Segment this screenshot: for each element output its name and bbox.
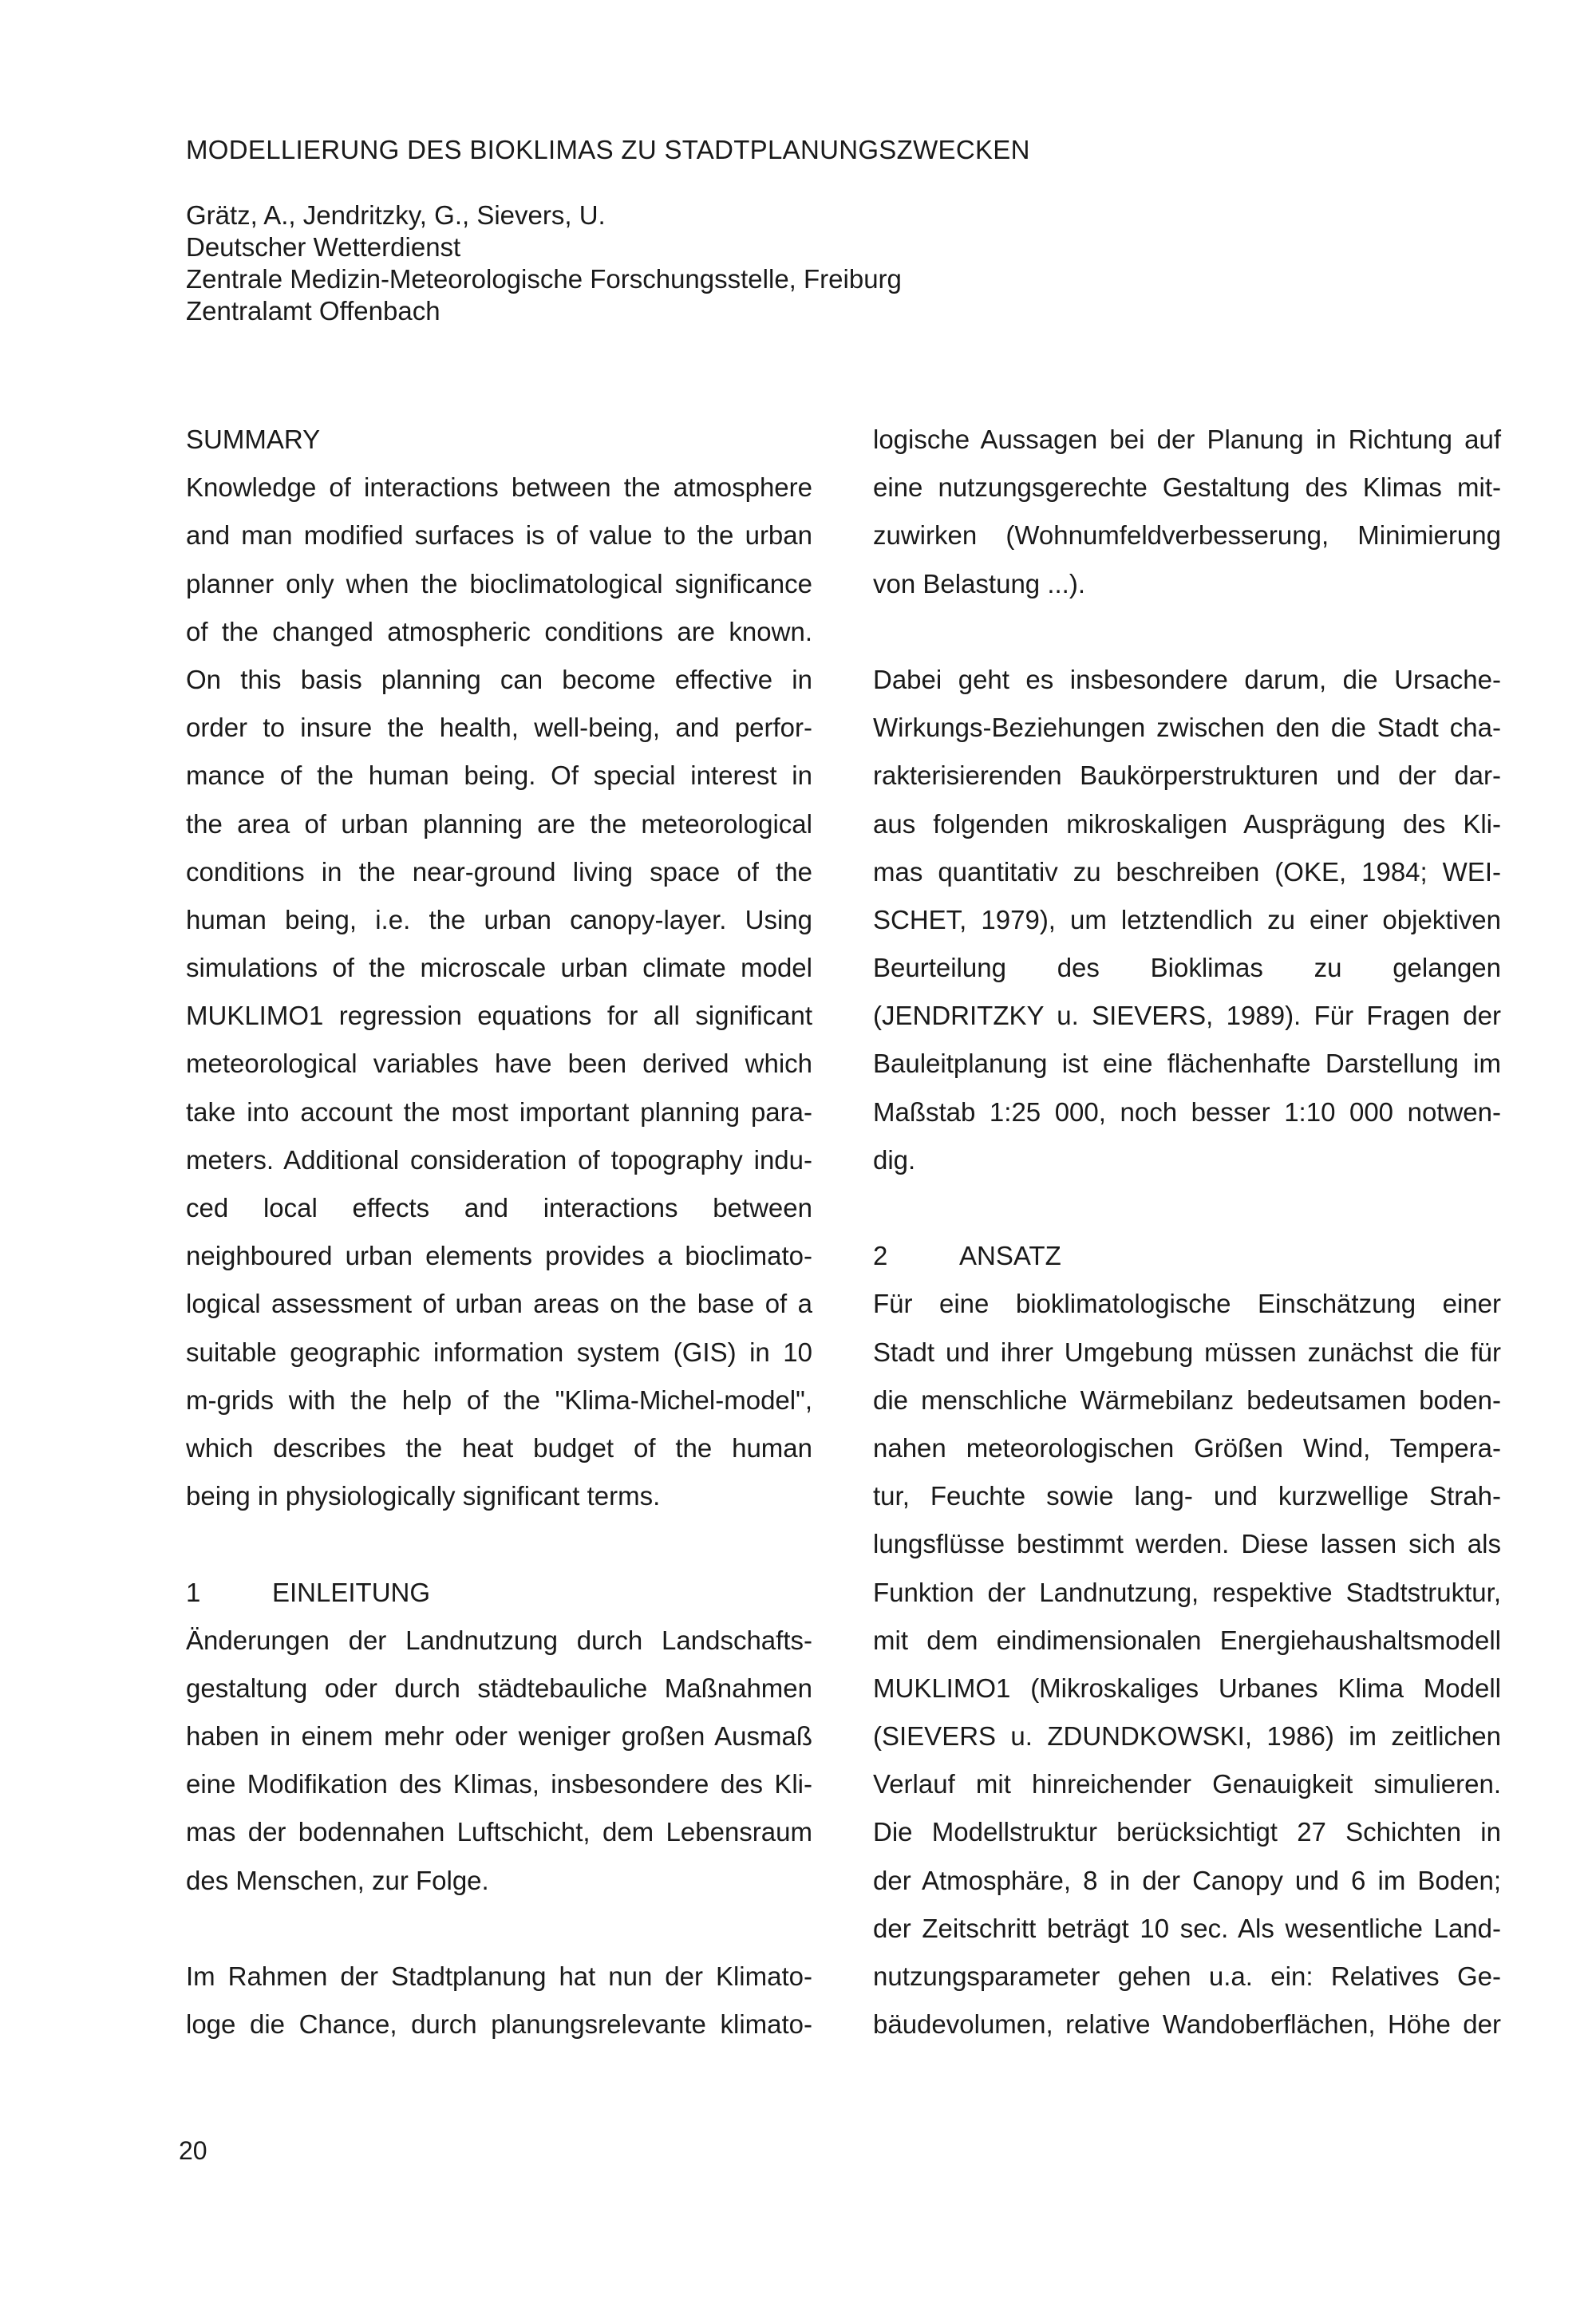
text-line: eine nutzungsgerechte Gestaltung des Klimas mit- xyxy=(873,472,1501,503)
text-line: Verlauf mit hinreichender Genauigkeit simulieren. xyxy=(873,1769,1501,1799)
text-line: Beurteilung des Bioklimas zu gelangen xyxy=(873,953,1501,983)
authors-line: Grätz, A., Jendritzky, G., Sievers, U. xyxy=(186,200,606,230)
text-line: conditions in the near-ground living space of the xyxy=(186,856,812,887)
page-number: 20 xyxy=(179,2136,207,2165)
text-line: aus folgenden mikroskaligen Ausprägung des Kli- xyxy=(873,808,1501,839)
text-line: m-grids with the help of the "Klima-Michel-model", xyxy=(186,1385,812,1415)
section-title: ANSATZ xyxy=(959,1241,1061,1271)
text-line: eine Modifikation des Klimas, insbesondere des Kli- xyxy=(186,1769,812,1799)
text-line: Funktion der Landnutzung, respektive Stadtstruktur, xyxy=(873,1577,1501,1607)
section-number: 2 xyxy=(873,1241,888,1271)
blank-line xyxy=(186,1905,812,1953)
text-line: mit dem eindimensionalen Energiehaushaltsmodell xyxy=(873,1625,1501,1655)
text-line: mas quantitativ zu beschreiben (OKE, 1984; WEI- xyxy=(873,856,1501,887)
text-line: Die Modellstruktur berücksichtigt 27 Schichten in xyxy=(873,1817,1501,1847)
text-line: ced local effects and interactions between xyxy=(186,1193,812,1223)
text-line: der Atmosphäre, 8 in der Canopy und 6 im Boden; xyxy=(873,1865,1501,1895)
text-line: nahen meteorologischen Größen Wind, Tempera- xyxy=(873,1432,1501,1463)
text-line: haben in einem mehr oder weniger großen Ausmaß xyxy=(186,1721,812,1752)
text-line: Änderungen der Landnutzung durch Landschafts- xyxy=(186,1625,812,1655)
text-line: and man modified surfaces is of value to the urban xyxy=(186,520,812,551)
text-line: Bauleitplanung ist eine flächenhafte Darstellung im xyxy=(873,1049,1501,1079)
text-line: mance of the human being. Of special interest in xyxy=(186,760,812,791)
text-line: nutzungsparameter gehen u.a. ein: Relatives Ge- xyxy=(873,1961,1501,1991)
text-line: Knowledge of interactions between the atmosphere xyxy=(186,472,812,503)
author-block xyxy=(186,199,902,327)
text-line: MUKLIMO1 regression equations for all significant xyxy=(186,1001,812,1031)
section-title: EINLEITUNG xyxy=(272,1577,431,1607)
section-heading xyxy=(186,1569,812,1617)
text-line: tur, Feuchte sowie lang- und kurzwellige Strah- xyxy=(873,1481,1501,1511)
blank-line xyxy=(873,608,1501,656)
text-line: Für eine bioklimatologische Einschätzung einer xyxy=(873,1289,1501,1319)
text-line: of the changed atmospheric conditions are known. xyxy=(186,616,812,646)
text-line: dig. xyxy=(873,1144,916,1175)
section-number: 1 xyxy=(186,1577,201,1607)
text-line: (SIEVERS u. ZDUNDKOWSKI, 1986) im zeitlichen xyxy=(873,1721,1501,1752)
text-line: order to insure the health, well-being, and perfor- xyxy=(186,713,812,743)
text-line: SCHET, 1979), um letztendlich zu einer objektiven xyxy=(873,904,1501,934)
affiliation-line: Zentralamt Offenbach xyxy=(186,296,440,326)
text-line: meters. Additional consideration of topography indu- xyxy=(186,1144,812,1175)
text-line: der Zeitschritt beträgt 10 sec. Als wesentliche Land- xyxy=(873,1913,1501,1943)
text-line: mas der bodennahen Luftschicht, dem Lebensraum xyxy=(186,1817,812,1847)
text-line: human being, i.e. the urban canopy-layer. Using xyxy=(186,904,812,934)
text-line: bäudevolumen, relative Wandoberflächen, Höhe der xyxy=(873,2009,1501,2040)
text-line: neighboured urban elements provides a bioclimato- xyxy=(186,1241,812,1271)
text-line: On this basis planning can become effective in xyxy=(186,664,812,694)
right-column xyxy=(873,416,1501,2048)
text-line: the area of urban planning are the meteorological xyxy=(186,808,812,839)
left-column xyxy=(186,416,812,2048)
text-line: gestaltung oder durch städtebauliche Maßnahmen xyxy=(186,1673,812,1703)
text-line: logical assessment of urban areas on the base of a xyxy=(186,1289,812,1319)
text-line: des Menschen, zur Folge. xyxy=(186,1865,489,1895)
text-line: being in physiologically significant terms. xyxy=(186,1481,661,1511)
text-line: take into account the most important planning para- xyxy=(186,1096,812,1127)
text-line: simulations of the microscale urban climate model xyxy=(186,953,812,983)
blank-line xyxy=(186,1520,812,1568)
blank-line xyxy=(873,1184,1501,1232)
text-line: von Belastung ...). xyxy=(873,568,1085,598)
text-line: Im Rahmen der Stadtplanung hat nun der Klimato- xyxy=(186,1961,812,1991)
text-line: (JENDRITZKY u. SIEVERS, 1989). Für Fragen der xyxy=(873,1001,1501,1031)
text-line: rakterisierenden Baukörperstrukturen und der dar- xyxy=(873,760,1501,791)
text-line: MUKLIMO1 (Mikroskaliges Urbanes Klima Modell xyxy=(873,1673,1501,1703)
text-line: logische Aussagen bei der Planung in Richtung auf xyxy=(873,425,1501,454)
text-line: meteorological variables have been derived which xyxy=(186,1049,812,1079)
paper-title: MODELLIERUNG DES BIOKLIMAS ZU STADTPLANUNGSZWECKEN xyxy=(186,135,1030,164)
text-line: Stadt und ihrer Umgebung müssen zunächst die für xyxy=(873,1337,1501,1367)
text-line: lungsflüsse bestimmt werden. Diese lassen sich als xyxy=(873,1529,1501,1559)
affiliation-line: Deutscher Wetterdienst xyxy=(186,232,461,262)
text-line: suitable geographic information system (GIS) in 10 xyxy=(186,1337,812,1367)
text-line: Wirkungs-Beziehungen zwischen den die Stadt cha- xyxy=(873,713,1501,743)
text-line: which describes the heat budget of the human xyxy=(186,1432,812,1463)
text-line: zuwirken (Wohnumfeldverbesserung, Minimierung xyxy=(873,520,1501,551)
affiliation-line: Zentrale Medizin-Meteorologische Forschungsstelle, Freiburg xyxy=(186,264,902,294)
section-title: SUMMARY xyxy=(186,425,321,454)
text-line: Maßstab 1:25 000, noch besser 1:10 000 notwen- xyxy=(873,1096,1501,1127)
text-line: Dabei geht es insbesondere darum, die Ursache- xyxy=(873,664,1501,694)
section-heading xyxy=(873,1232,1501,1280)
text-line: loge die Chance, durch planungsrelevante klimato- xyxy=(186,2009,812,2040)
text-line: die menschliche Wärmebilanz bedeutsamen boden- xyxy=(873,1385,1501,1415)
text-line: planner only when the bioclimatological significance xyxy=(186,568,812,598)
section-heading xyxy=(186,416,812,464)
